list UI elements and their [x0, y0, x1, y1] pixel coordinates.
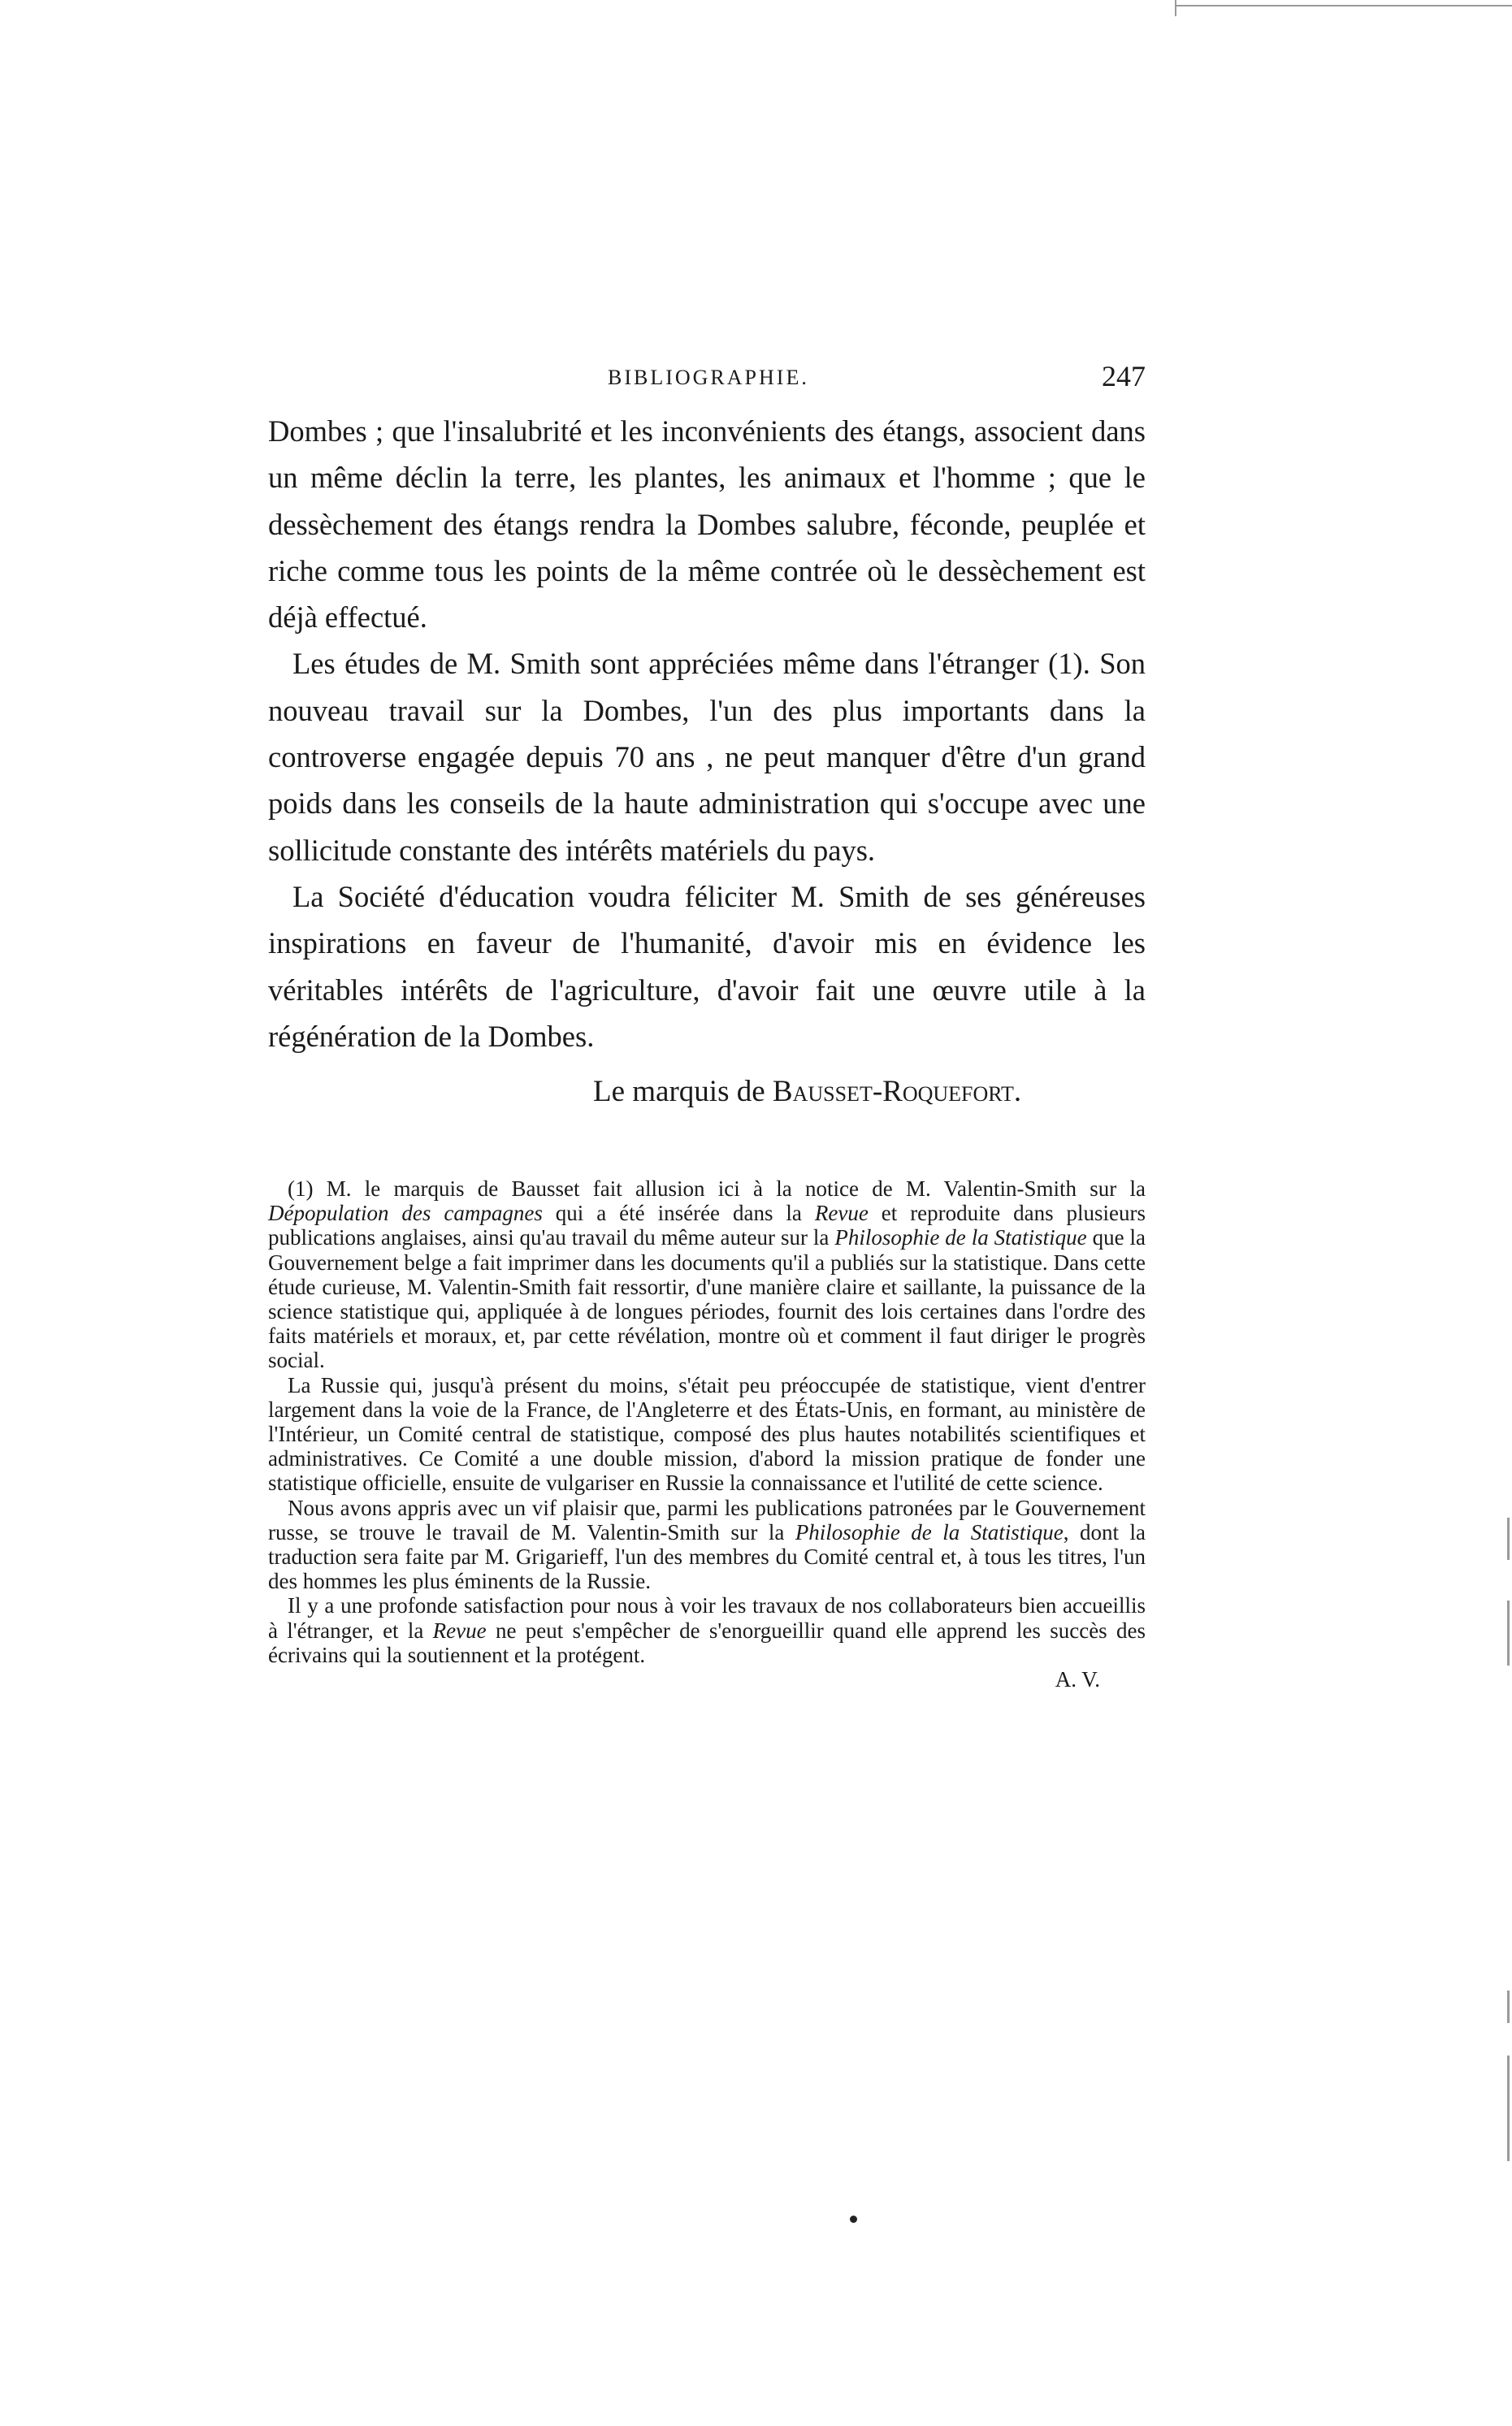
page-header [268, 359, 1146, 400]
signature-prefix: Le marquis de [593, 1075, 765, 1108]
footnote-paragraph: La Russie qui, jusqu'à présent du moins, s'était peu préoccupée de statistique, vient d'entrer largement dans la voie de la France, de l'Angleterre et des États-Unis, en formant, au ministère de l'Intérieur, un Comité central de statistique, composé des plus hautes notabilités scientifiques et administratives. Ce Comité a une double mission, d'abord la mission pratique de fonder une statistique officielle, ensuite de vulgariser en Russie la connaissance et l'utilité de cette science. [268, 1372, 1146, 1496]
footnote-signature-row [268, 1667, 1146, 1692]
top-right-rule-h [1175, 5, 1512, 6]
scan-edge-mark [1507, 1601, 1510, 1666]
body-paragraph: Dombes ; que l'insalubrité et les inconvénients des étangs, associent dans un même déclin la terre, les plantes, les animaux et l'homme ; que le dessèchement des étangs rendra la Dombes salubre, féconde, peuplée et riche comme tous les points de la même contrée où le dessèchement est déjà effectué. [268, 414, 1146, 635]
running-head: BIBLIOGRAPHIE. [608, 366, 809, 389]
footnote-paragraph: Il y a une profonde satisfaction pour nous à voir les travaux de nos collaborateurs bien accueillis à l'étranger, et la Revue ne peut s'empêcher de s'enorgueillir quand elle apprend les succès des écrivains qui la soutiennent et la protégent. [268, 1593, 1146, 1667]
scan-edge-mark [1507, 2056, 1510, 2161]
top-right-rule [1175, 0, 1176, 16]
footnote-signature: A. V. [1055, 1667, 1100, 1692]
printer-mark [850, 2216, 857, 2223]
footnote-paragraph: Nous avons appris avec un vif plaisir que, parmi les publications patronées par le Gouvernement russe, se trouve le travail de M. Valentin-Smith sur la Philosophie de la Statistique, dont la traduction sera faite par M. Grigarieff, l'un des membres du Comité central et, à tous les titres, l'un des hommes les plus éminents de la Russie. [268, 1495, 1146, 1594]
footnotes [268, 1176, 1146, 1692]
author-signature [593, 1074, 1021, 1109]
footnote-paragraph: (1) M. le marquis de Bausset fait allusion ici à la notice de M. Valentin-Smith sur la Dépopulation des campagnes qui a été insérée dans la Revue et reproduite dans plusieurs publications anglaises, ainsi qu'au travail du même auteur sur la Philosophie de la Statistique que la Gouvernement belge a fait imprimer dans les documents qu'il a publiés sur la statistique. Dans cette étude curieuse, M. Valentin-Smith fait ressortir, d'une manière claire et saillante, la puissance de la science statistique qui, appliquée à de longues périodes, fournit des lois certaines dans l'ordre des faits matériels et moraux, et, par cette révélation, montre où et comment il faut diriger le progrès social. [268, 1176, 1146, 1373]
page-number: 247 [1102, 360, 1146, 392]
main-text [268, 408, 1146, 1059]
body-paragraph: La Société d'éducation voudra féliciter M. Smith de ses généreuses inspirations en faveur de l'humanité, d'avoir mis en évidence les véritables intérêts de l'agriculture, d'avoir fait une œuvre utile à la régénération de la Dombes. [268, 879, 1146, 1053]
scan-edge-mark [1507, 1991, 1510, 2023]
signature-name: Bausset-Roquefort. [772, 1075, 1022, 1108]
body-paragraph: Les études de M. Smith sont appréciées même dans l'étranger (1). Son nouveau travail sur la Dombes, l'un des plus importants dans la controverse engagée depuis 70 ans , ne peut manquer d'être d'un grand poids dans les conseils de la haute administration qui s'occupe avec une sollicitude constante des intérêts matériels du pays. [268, 647, 1146, 867]
scan-edge-mark [1507, 1518, 1510, 1560]
